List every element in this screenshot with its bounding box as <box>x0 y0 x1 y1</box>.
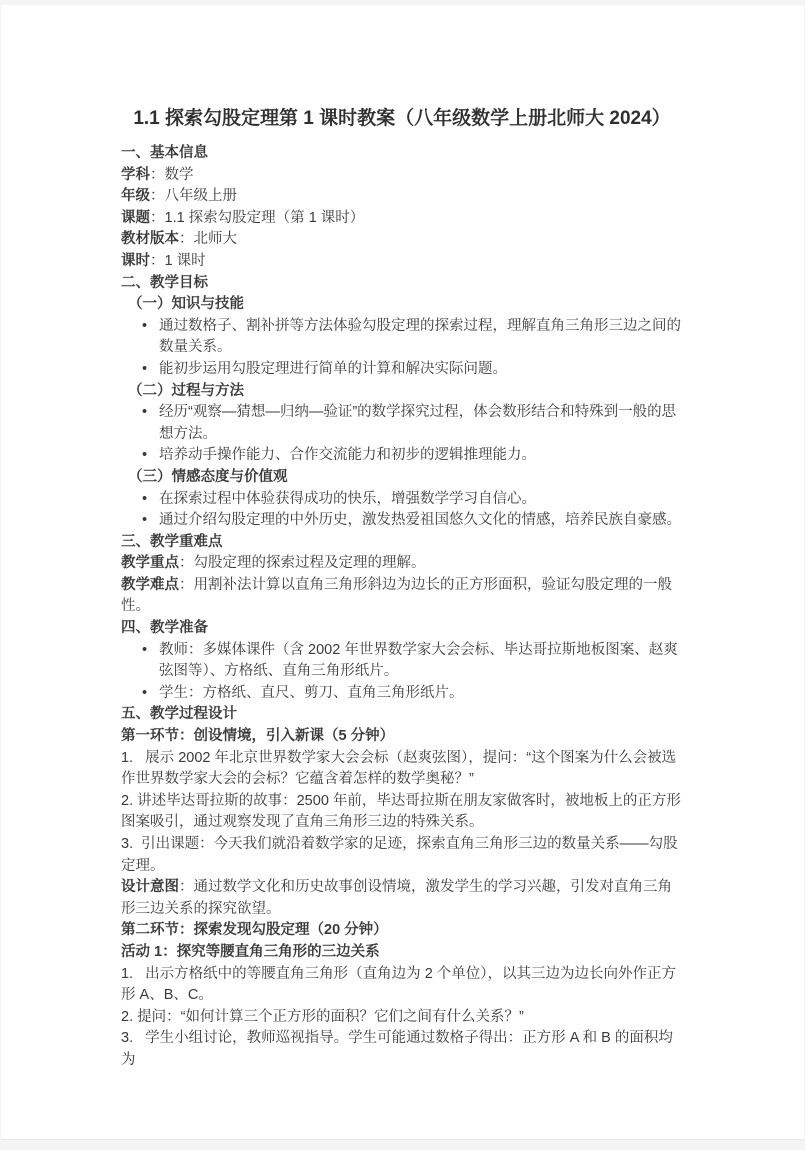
objective-bullet-knowledge-2: • 能初步运用勾股定理进行简单的计算和解决实际问题。 <box>121 359 683 381</box>
page-content <box>1 5 804 1072</box>
activity1-heading: 活动 1：探究等腰直角三角形的三边关系 <box>121 943 380 960</box>
paragraph-teaching-difficulty: 教学难点：用割补法计算以直角三角形斜边为边长的正方形面积，验证勾股定理的一般性。 <box>121 576 672 615</box>
objective-bullet-attitude-2: • 通过介绍勾股定理的中外历史，激发热爱祖国悠久文化的情感，培养民族自豪感。 <box>121 510 683 532</box>
section-process-design <box>121 704 683 1071</box>
activity1-item-2: 2. 提问：“如何计算三个正方形的面积？它们之间有什么关系？” <box>121 1008 524 1025</box>
subsection-heading-process-methods: （二）过程与方法 <box>128 382 244 399</box>
field-periods: 课时：1 课时 <box>121 252 206 269</box>
phase1-item-3: 3. 引出课题：今天我们就沿着数学家的足迹，探索直角三角形三边的数量关系——勾股定理。 <box>121 836 678 874</box>
paragraph-teaching-focus: 教学重点：勾股定理的探索过程及定理的理解。 <box>121 555 426 572</box>
field-grade: 年级：八年级上册 <box>121 188 237 205</box>
phase1-item-1: 1. 展示 2002 年北京世界数学家大会会标（赵爽弦图），提问：“这个图案为什么会被选作世界数学家大会的会标？它蕴含着怎样的数学奥秘？” <box>121 749 677 788</box>
section-key-points <box>121 532 683 618</box>
section-heading-key-points: 三、教学重难点 <box>121 533 223 550</box>
section-objectives <box>121 273 683 532</box>
objective-bullet-knowledge-1: • 通过数格子、割补拼等方法体验勾股定理的探索过程，理解直角三角形三边之间的数量关系。 <box>121 316 683 359</box>
field-topic: 课题：1.1 探索勾股定理（第 1 课时） <box>121 209 365 226</box>
subsection-heading-knowledge-skills: （一）知识与技能 <box>128 296 244 313</box>
section-heading-objectives: 二、教学目标 <box>121 274 208 291</box>
section-preparation <box>121 618 683 704</box>
section-basic-info <box>121 143 683 273</box>
document-page <box>1 5 804 1140</box>
document-title: 1.1 探索勾股定理第 1 课时教案（八年级数学上册北师大 2024） <box>133 108 671 129</box>
objective-bullet-process-2: • 培养动手操作能力、合作交流能力和初步的逻辑推理能力。 <box>121 445 683 467</box>
section-heading-process-design: 五、教学过程设计 <box>121 706 237 723</box>
activity1-item-3: 3. 学生小组讨论，教师巡视指导。学生可能通过数格子得出：正方形 A 和 B 的面积均为 <box>121 1030 673 1068</box>
phase2-heading: 第二环节：探索发现勾股定理（20 分钟） <box>121 922 388 939</box>
objective-bullet-process-1: • 经历“观察—猜想—归纳—验证”的数学探究过程，体会数形结合和特殊到一般的思想方法。 <box>121 402 683 445</box>
design-intent-paragraph: 设计意图：通过数学文化和历史故事创设情境，激发学生的学习兴趣，引发对直角三角形三边关系的探究欲望。 <box>121 879 672 917</box>
subsection-heading-attitude-values: （三）情感态度与价值观 <box>128 468 288 485</box>
section-heading-basic-info: 一、基本信息 <box>121 145 208 161</box>
phase1-heading: 第一环节：创设情境，引入新课（5 分钟） <box>121 728 395 745</box>
field-textbook-edition: 教材版本：北师大 <box>121 231 237 248</box>
phase1-item-2: 2. 讲述毕达哥拉斯的故事：2500 年前，毕达哥拉斯在朋友家做客时，被地板上的正方形图案吸引，通过观察发现了直角三角形三边的特殊关系。 <box>121 792 681 831</box>
objective-bullet-attitude-1: • 在探索过程中体验获得成功的快乐，增强数学学习自信心。 <box>121 489 683 511</box>
section-heading-preparation: 四、教学准备 <box>121 620 208 637</box>
activity1-item-1: 1. 出示方格纸中的等腰直角三角形（直角边为 2 个单位），以其三边为边长向外作正方形 A、B、C。 <box>121 965 677 1004</box>
preparation-bullet-student: • 学生：方格纸、直尺、剪刀、直角三角形纸片。 <box>121 683 683 705</box>
preparation-bullet-teacher: • 教师：多媒体课件（含 2002 年世界数学家大会会标、毕达哥拉斯地板图案、赵爽弦图等）、方格纸、直角三角形纸片。 <box>121 640 683 683</box>
field-subject: 学科：数学 <box>121 166 194 183</box>
